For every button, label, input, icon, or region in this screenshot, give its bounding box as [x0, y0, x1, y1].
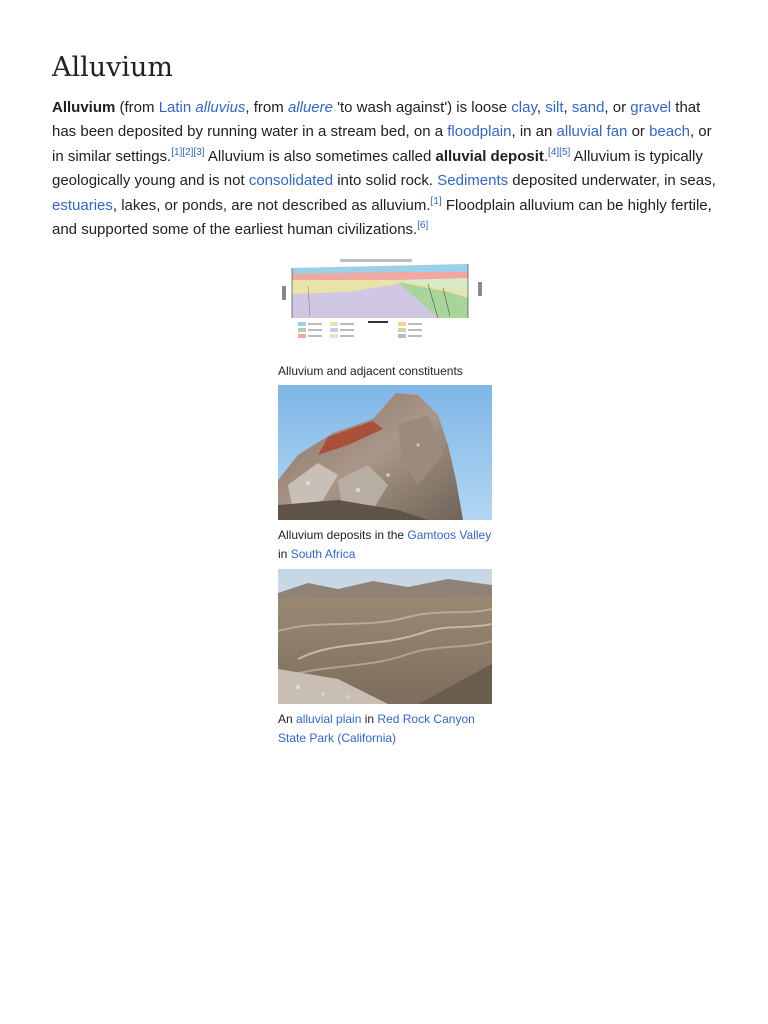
link-south-africa[interactable]: South Africa: [290, 546, 356, 561]
text-run: into solid rock.: [333, 172, 438, 190]
text-run: Alluvium is also sometimes called: [204, 147, 436, 165]
link-clay[interactable]: clay: [511, 99, 537, 116]
caption-text: An: [278, 712, 297, 726]
text-run: ,: [563, 99, 572, 116]
text-run: (from: [115, 99, 159, 116]
red-rock-photo[interactable]: [278, 569, 492, 704]
text-run: .: [543, 147, 549, 165]
text-run: Floodplain alluvium can be highly fertile, and supported some of the earliest human civilizations.: [52, 196, 712, 239]
citation: [548, 147, 570, 158]
link-alluere[interactable]: [288, 99, 333, 116]
gamtoos-photo-drawing: [278, 385, 492, 520]
italic-term: alluere: [287, 99, 333, 116]
figure-caption: [278, 526, 492, 563]
caption-text: Alluvium deposits in the: [278, 528, 408, 542]
text-run: , lakes, or ponds, are not described as alluvium.: [112, 196, 431, 214]
link-silt[interactable]: silt: [545, 99, 564, 116]
caption-text: in: [361, 712, 378, 726]
citation: [431, 196, 442, 207]
cross-section-image[interactable]: [278, 258, 492, 348]
citation-link-5[interactable]: [5]: [559, 146, 571, 158]
link-alluvial-fan[interactable]: alluvial fan: [556, 123, 628, 141]
citation-link-1[interactable]: [1]: [171, 146, 183, 158]
citation: [171, 147, 204, 158]
red-rock-photo-drawing: [278, 569, 492, 704]
link-beach[interactable]: beach: [649, 123, 690, 141]
lead-paragraph: [52, 96, 724, 242]
link-sand[interactable]: sand: [571, 99, 605, 116]
text-run: Alluvium is typically geologically young and is not: [52, 147, 703, 190]
link-gravel[interactable]: gravel: [630, 99, 672, 116]
text-run: ,: [536, 99, 546, 116]
caption-text: in: [278, 546, 291, 561]
link-estuaries[interactable]: estuaries: [52, 196, 113, 214]
link-red-rock-canyon[interactable]: Red Rock Canyon State Park (California): [278, 712, 475, 745]
bold-term: alluvial deposit: [435, 147, 544, 165]
text-run: , or in similar settings.: [52, 123, 712, 165]
link-alluvial-plain[interactable]: alluvial plain: [296, 712, 362, 726]
citation-link-3[interactable]: [3]: [193, 146, 205, 158]
figure-caption: Alluvium and adjacent constituents: [278, 364, 463, 378]
link-latin[interactable]: Latin: [158, 99, 192, 116]
link-alluvius[interactable]: [195, 99, 245, 116]
text-run: , from: [245, 99, 288, 116]
text-run: or: [627, 123, 650, 141]
bold-term: Alluvium: [52, 99, 116, 116]
figure-gamtoos: [278, 385, 492, 563]
link-gamtoos-valley[interactable]: Gamtoos Valley: [407, 528, 492, 542]
link-sediments[interactable]: Sediments: [437, 172, 509, 190]
figure-cross-section: [278, 258, 492, 381]
text-run: deposited underwater, in seas,: [508, 172, 716, 190]
cross-section-drawing: [278, 258, 492, 348]
page-title: Alluvium: [52, 52, 174, 83]
citation-link-1b[interactable]: [1]: [430, 195, 442, 207]
figure-red-rock: [278, 569, 492, 747]
link-consolidated[interactable]: consolidated: [248, 172, 334, 190]
citation-link-4[interactable]: [4]: [548, 146, 560, 158]
gamtoos-photo[interactable]: [278, 385, 492, 520]
text-run: that has been deposited by running water in a stream bed, on a: [52, 99, 701, 141]
text-run: 'to wash against') is loose: [332, 99, 512, 116]
figure-caption: [278, 710, 492, 747]
citation-link-6[interactable]: [6]: [417, 220, 429, 232]
link-floodplain[interactable]: floodplain: [447, 123, 512, 141]
italic-term: alluvius: [195, 99, 246, 116]
text-run: , in an: [511, 123, 557, 141]
citation: [417, 220, 428, 231]
text-run: , or: [604, 99, 631, 116]
citation-link-2[interactable]: [2]: [182, 146, 194, 158]
